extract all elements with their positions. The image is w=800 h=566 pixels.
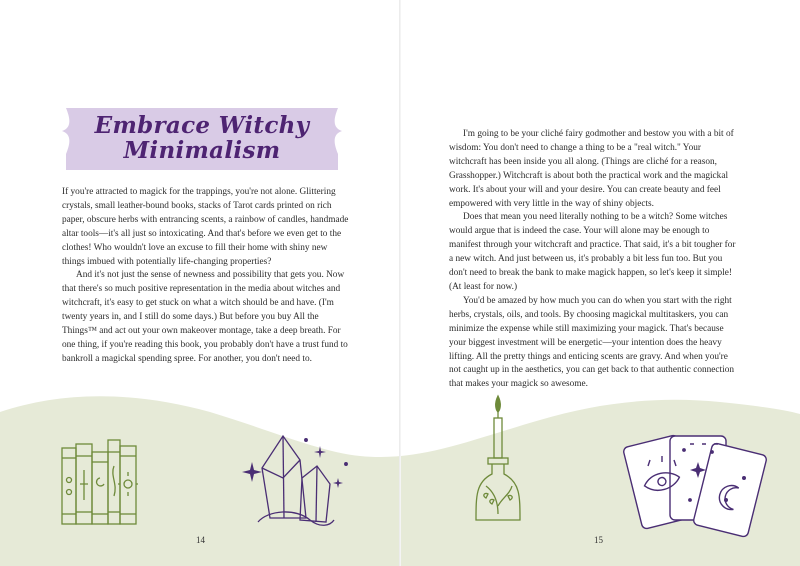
- page-number-left: 14: [196, 535, 205, 545]
- chapter-heading: [57, 113, 347, 163]
- tarot-cards-icon: [623, 434, 768, 537]
- page-number-right: 15: [594, 535, 603, 545]
- paragraph: And it's not just the sense of newness and possibility that gets you. Now that there's so much positive representation in the media about witches and witchcraft, it's easy to get stuck on what a witch should be and have. (I'm twenty years in, and I still do some days.) But before you buy All the Things™ and act out your own makeover montage, take a deep breath. For one thing, if you're reading this book, you probably don't have a trust fund to bankroll a magickal spending spree. For another, you don't need to.: [62, 270, 348, 364]
- paragraph: Does that mean you need literally nothing to be a witch? Some witches would argue that is indeed the case. Your will alone may be enough to manifest through your witchcraft and practice. That said, it's a bit tougher for a new witch. And just between us, it's probably a bit less fun too. But you don't need to break the bank to make magick happen, so let's keep it simple! (At least for now.): [449, 212, 736, 292]
- paragraph: I'm going to be your cliché fairy godmother and bestow you with a bit of wisdom: You don't need to change a thing to be a "real witch." Your witchcraft has been inside you all along. (Things are cliché for a reason, Grasshopper.) Witchcraft is about both the practical work and the magickal work. It's about your will and your desire. You can create beauty and feel empowered with very little in the way of shiny objects.: [449, 129, 734, 209]
- paragraph: If you're attracted to magick for the trappings, you're not alone. Glittering crystals, small leather-bound books, stacks of Tarot cards printed on rich paper, obscure herbs with entrancing scents, a rainbow of candles, handmade altar tools—it's all just so intoxicating. And that's before we even get to the clothes! Who wouldn't love an excuse to fill their home with shiny new things imbued with potentially life-changing properties?: [62, 187, 349, 267]
- heading-line-1: Embrace Witchy: [94, 112, 310, 139]
- left-page-body: [62, 186, 352, 367]
- heading-line-2: Minimalism: [123, 137, 281, 164]
- right-page-body: [449, 128, 739, 392]
- paragraph: You'd be amazed by how much you can do when you start with the right herbs, crystals, oils, and tools. By choosing magickal multitaskers, you can minimize the expense while still maximizing your magick. That's because your biggest investment will be energetic—your intention does the heavy lifting. All the pretty things and enticing scents are gravy. And when you're not caught up in the aesthetics, you can get back to that authentic connection that makes your magick so awesome.: [449, 295, 735, 390]
- spine-gutter: [399, 0, 401, 566]
